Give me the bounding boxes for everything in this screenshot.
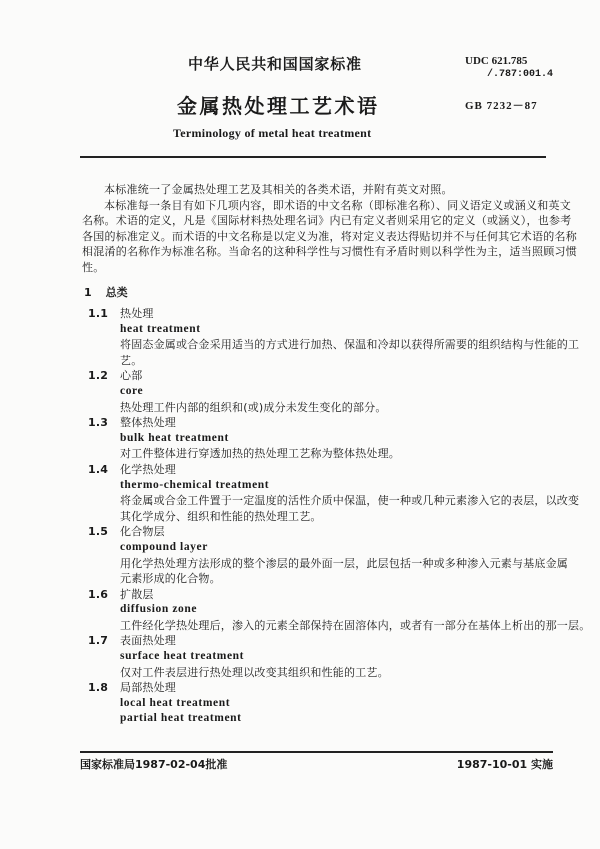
term-entry — [88, 306, 580, 368]
term-definition: 仅对工件表层进行热处理以改变其组织和性能的工艺。 — [120, 665, 389, 679]
udc-line-2: /.787:001.4 — [487, 69, 554, 80]
term-definition: 元素形成的化合物。 — [120, 572, 221, 586]
term-entry — [88, 680, 558, 727]
intro-line: 相混淆的名称作为标准名称。当命名的这种科学性与习惯性有矛盾时则以科学性为主，适当照顾习惯 — [82, 245, 577, 259]
section-heading — [84, 284, 142, 300]
term-number: 1.1 — [88, 307, 109, 320]
term-english: partial heat treatment — [120, 712, 242, 725]
term-definition: 工件经化学热处理后，渗入的元素全部保持在固溶体内，或者有一部分在基体上析出的那一层。 — [120, 618, 591, 632]
term-chinese: 心部 — [120, 369, 143, 383]
term-english: core — [120, 384, 144, 397]
term-chinese: 热处理 — [120, 307, 154, 320]
document-title-english: Terminology of metal heat treatment — [173, 126, 372, 140]
standard-number: GB 7232－87 — [465, 100, 538, 112]
intro-line: 性。 — [82, 260, 105, 274]
term-english: bulk heat treatment — [120, 431, 229, 444]
term-number: 1.5 — [88, 525, 109, 539]
term-entry — [88, 524, 568, 586]
term-chinese: 化学热处理 — [120, 462, 176, 476]
term-entry — [88, 462, 580, 524]
term-definition: 将金属或合金工件置于一定温度的活性介质中保温，使一种或几种元素渗入它的表层，以改变 — [120, 494, 580, 508]
term-english: surface heat treatment — [120, 650, 245, 663]
term-number: 1.3 — [88, 416, 109, 430]
intro-line: 各国的标准定义。而术语的中文名称是以定义为准，将对定义表达得贴切并不与任何其它术语的名称 — [82, 229, 577, 243]
term-chinese: 整体热处理 — [120, 416, 176, 430]
term-english: local heat treatment — [120, 696, 231, 709]
footer-divider — [80, 751, 553, 753]
intro-line: 本标准每一条目有如下几项内容，即术语的中文名称（即标准名称）、同义语定义或涵义和英文 — [104, 198, 571, 212]
effective-date: 1987-10-01 实施 — [456, 758, 553, 771]
term-number: 1.8 — [88, 681, 109, 695]
term-chinese: 化合物层 — [120, 525, 165, 539]
udc-code — [465, 55, 553, 81]
term-english: heat treatment — [120, 322, 201, 335]
term-definition: 其化学成分、组织和性能的热处理工艺。 — [120, 509, 322, 523]
intro-line: 本标准统一了金属热处理工艺及其相关的各类术语，并附有英文对照。 — [104, 183, 453, 196]
term-number: 1.7 — [88, 634, 109, 648]
intro-line: 名称。术语的定义，凡是《国际材料热处理名词》内已有定义者则采用它的定义（或涵义），也参考 — [82, 214, 572, 228]
term-definition: 热处理工件内部的组织和(或)成分未发生变化的部分。 — [120, 400, 387, 414]
udc-line-1: UDC 621.785 — [465, 55, 528, 67]
term-definition: 用化学热处理方法形成的整个渗层的最外面一层，此层包括一种或多种渗入元素与基底金属 — [120, 556, 568, 570]
term-english: diffusion zone — [120, 603, 198, 616]
term-number: 1.2 — [88, 369, 109, 383]
term-chinese: 表面热处理 — [120, 634, 176, 648]
term-chinese: 扩散层 — [120, 587, 154, 601]
section-title: 总类 — [105, 286, 128, 299]
introduction — [82, 182, 577, 276]
header-divider — [80, 156, 546, 158]
term-english: thermo-chemical treatment — [120, 478, 270, 491]
term-english: compound layer — [120, 540, 208, 553]
section-number: 1 — [84, 286, 92, 299]
approval-date: 国家标准局1987-02-04批准 — [80, 758, 228, 771]
term-entry — [88, 415, 558, 462]
term-number: 1.6 — [88, 587, 109, 601]
term-definition: 艺。 — [120, 353, 143, 367]
issuer-heading: 中华人民共和国国家标准 — [188, 55, 362, 73]
term-chinese: 局部热处理 — [120, 681, 176, 695]
term-list — [88, 306, 591, 727]
term-entry — [88, 587, 591, 634]
term-entry — [88, 368, 558, 415]
term-definition: 对工件整体进行穿透加热的热处理工艺称为整体热处理。 — [120, 447, 400, 461]
term-definition: 将固态金属或合金采用适当的方式进行加热、保温和冷却以获得所需要的组织结构与性能的工 — [120, 338, 580, 352]
term-number: 1.4 — [88, 462, 109, 476]
term-entry — [88, 633, 558, 680]
document-title: 金属热处理工艺术语 — [177, 94, 380, 118]
